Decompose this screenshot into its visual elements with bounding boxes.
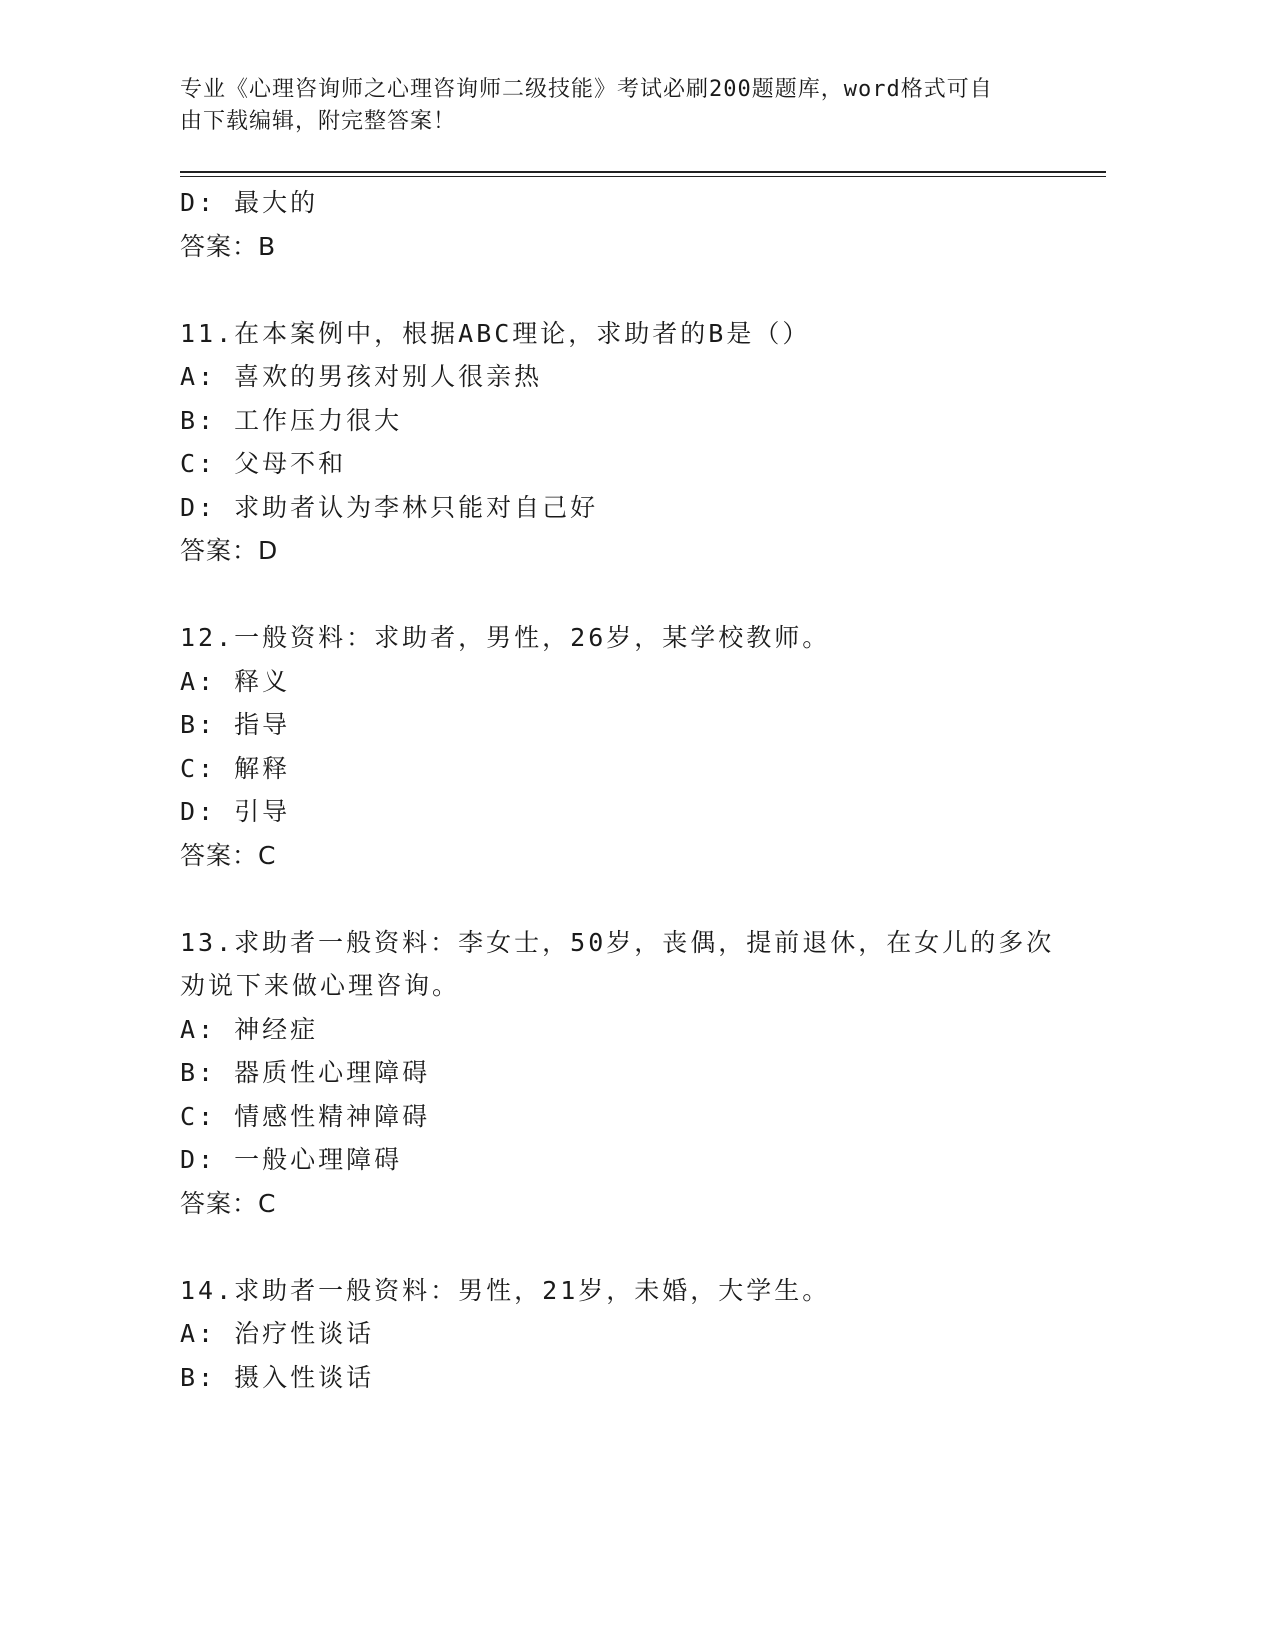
answer-line: 答案：C (180, 1188, 277, 1218)
option-b: B: 工作压力很大 (180, 405, 403, 435)
option-d: D: 一般心理障碍 (180, 1145, 403, 1174)
header-rule-thick (180, 171, 1106, 173)
answer-line: 答案：C (180, 840, 277, 870)
answer-line: 答案：B (180, 231, 277, 261)
option-d: D: 引导 (180, 797, 291, 826)
option-c: C: 情感性精神障碍 (180, 1101, 431, 1131)
question-11 (180, 312, 1080, 573)
question-stem: 12.一般资料：求助者，男性，26岁，某学校教师。 (180, 623, 831, 652)
header-line-2: 由下载编辑，附完整答案！ (180, 109, 457, 134)
question-stem: 14.求助者一般资料：男性，21岁，未婚，大学生。 (180, 1275, 831, 1305)
option-c: C: 解释 (180, 753, 291, 783)
question-stem-line-2: 劝说下来做心理咨询。 (180, 971, 461, 1000)
option-a: A: 治疗性谈话 (180, 1319, 375, 1348)
spacer (180, 268, 1080, 312)
option-b: B: 摄入性谈话 (180, 1362, 375, 1392)
document-header (180, 74, 1040, 138)
option-a: A: 神经症 (180, 1014, 319, 1044)
option-b: B: 器质性心理障碍 (180, 1058, 431, 1087)
spacer (180, 573, 1080, 617)
header-rule-thin (180, 176, 1106, 177)
answer-line: 答案：D (180, 536, 279, 565)
question-list (180, 181, 1080, 1399)
header-line-1: 专业《心理咨询师之心理咨询师二级技能》考试必刷200题题库，word格式可自 (180, 77, 993, 102)
question-stem: 11.在本案例中，根据ABC理论，求助者的B是（） (180, 318, 811, 348)
question-13 (180, 921, 1080, 1226)
question-14 (180, 1269, 1080, 1400)
option-d: D: 求助者认为李林只能对自己好 (180, 492, 599, 522)
question-stem-line-1: 13.求助者一般资料：李女士，50岁，丧偶，提前退休，在女儿的多次 (180, 927, 1055, 957)
option-a: A: 喜欢的男孩对别人很亲热 (180, 362, 543, 391)
question-12 (180, 616, 1080, 877)
option-a: A: 释义 (180, 666, 291, 696)
option-c: C: 父母不和 (180, 449, 347, 478)
option-b: B: 指导 (180, 710, 291, 739)
spacer (180, 1225, 1080, 1269)
spacer (180, 877, 1080, 921)
option-d: D: 最大的 (180, 188, 319, 217)
